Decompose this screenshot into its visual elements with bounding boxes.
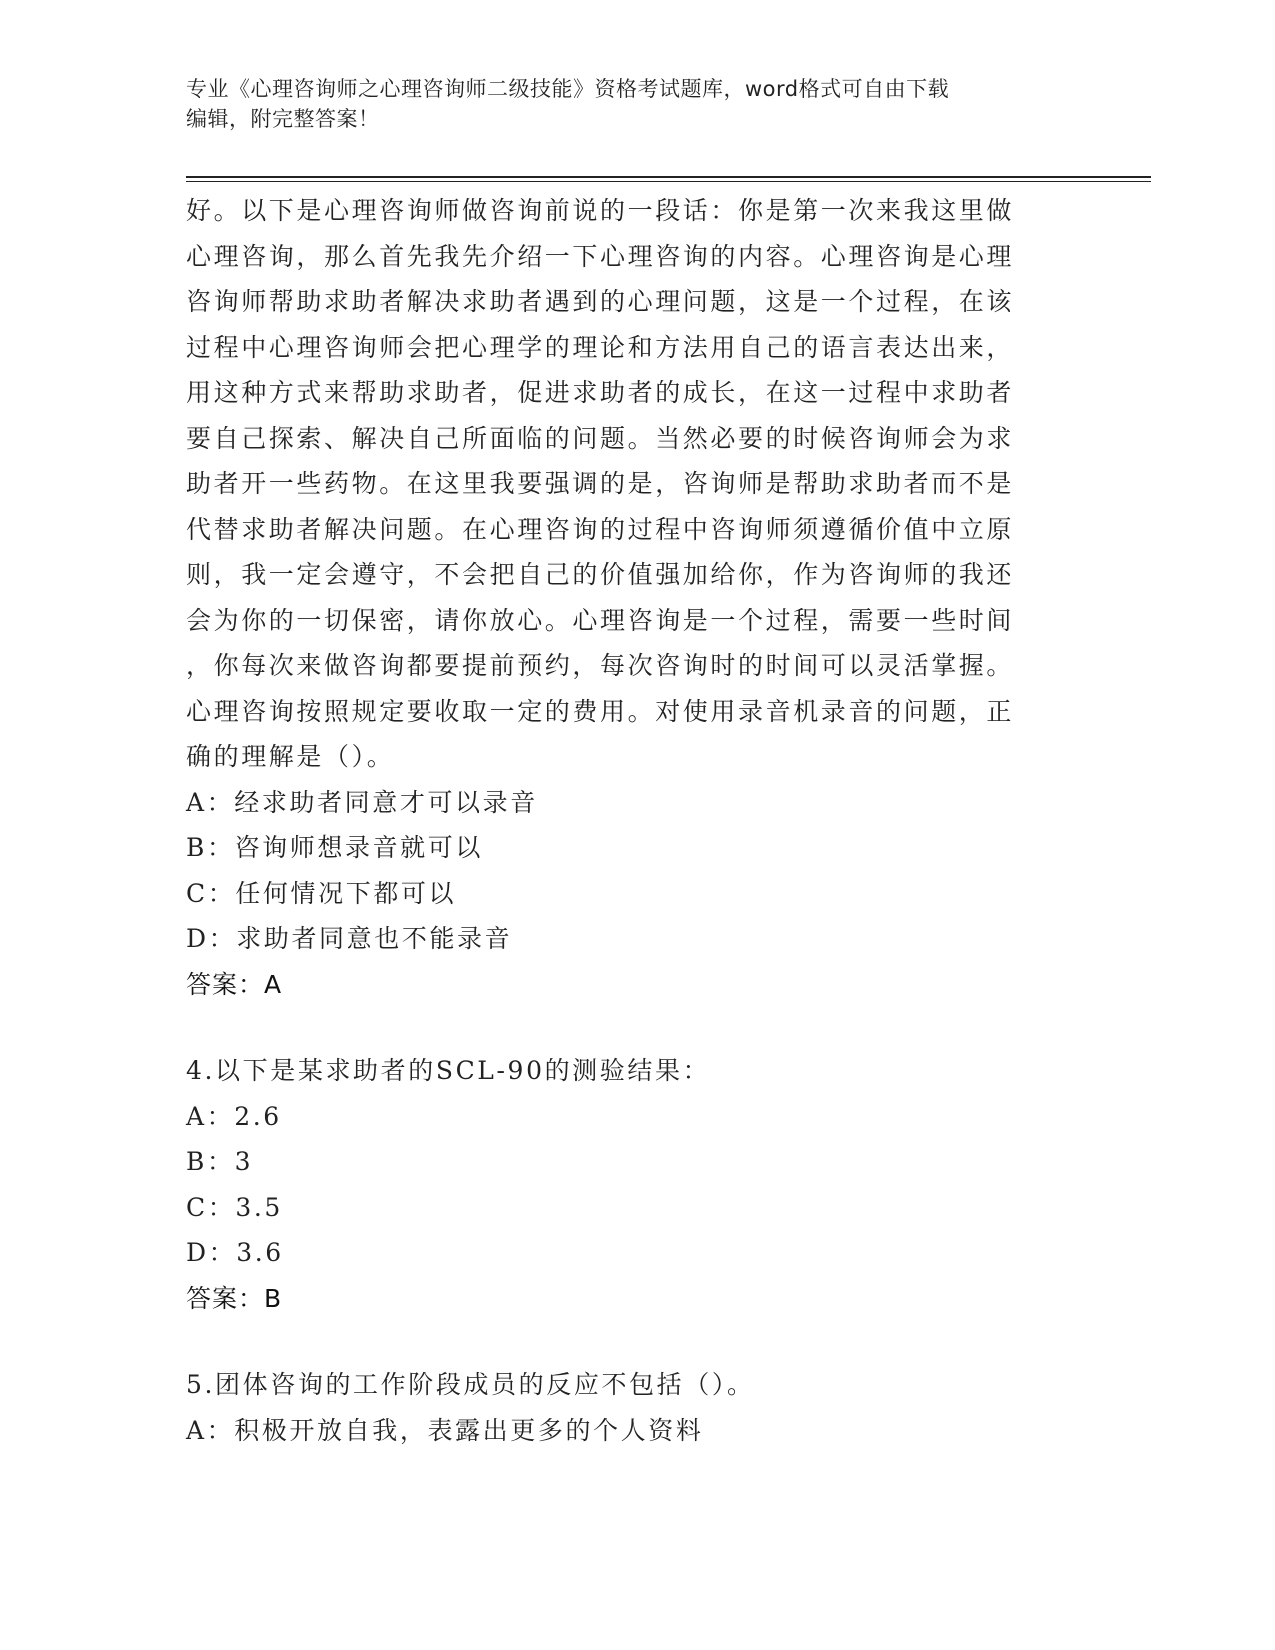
spacer [186,1007,1066,1048]
passage-line: 心理咨询按照规定要收取一定的费用。对使用录音机录音的问题，正 [186,696,1015,726]
page-header [186,74,1066,134]
document-content [186,188,1066,1453]
passage-line: 则，我一定会遵守，不会把自己的价值强加给你，作为咨询师的我还 [186,560,1015,589]
question-4-title: 4.以下是某求助者的SCL-90的测验结果： [186,1056,711,1085]
question-3-passage [186,188,1066,780]
spacer [186,1321,1066,1362]
passage-line: 助者开一些药物。在这里我要强调的是，咨询师是帮助求助者而不是 [186,469,1015,498]
question-4-option-d: D：3.6 [186,1238,284,1267]
passage-line: 心理咨询，那么首先我先介绍一下心理咨询的内容。心理咨询是心理 [186,241,1015,271]
question-3-answer: 答案：A [186,969,283,999]
header-line-1: 专业《心理咨询师之心理咨询师二级技能》资格考试题库，word格式可自由下载 [186,77,950,101]
question-3-option-c: C：任何情况下都可以 [186,878,457,908]
passage-line: 确的理解是（）。 [186,742,395,771]
question-3-option-d: D：求助者同意也不能录音 [186,924,513,953]
question-5-option-a: A：积极开放自我，表露出更多的个人资料 [186,1415,704,1445]
question-3-option-b: B：咨询师想录音就可以 [186,833,483,862]
question-4 [186,1048,1066,1321]
header-divider-thick [186,176,1151,178]
question-5-title: 5.团体咨询的工作阶段成员的反应不包括（）。 [186,1370,755,1399]
question-4-option-b: B：3 [186,1147,254,1176]
passage-line: 过程中心理咨询师会把心理学的理论和方法用自己的语言表达出来， [186,332,1015,362]
passage-line: 要自己探索、解决自己所面临的问题。当然必要的时候咨询师会为求 [186,423,1015,453]
passage-line: 会为你的一切保密，请你放心。心理咨询是一个过程，需要一些时间 [186,605,1015,635]
question-3-option-a: A：经求助者同意才可以录音 [186,787,538,817]
question-5 [186,1362,1066,1453]
question-3 [186,188,1066,1007]
passage-line: 好。以下是心理咨询师做咨询前说的一段话：你是第一次来我这里做 [186,196,1015,225]
passage-line: 咨询师帮助求助者解决求助者遇到的心理问题，这是一个过程，在该 [186,287,1015,316]
question-4-option-c: C：3.5 [186,1192,283,1222]
passage-line: ，你每次来做咨询都要提前预约，每次咨询时的时间可以灵活掌握。 [186,651,1015,680]
passage-line: 用这种方式来帮助求助者，促进求助者的成长，在这一过程中求助者 [186,378,1015,407]
header-divider-thin [186,181,1151,182]
header-line-2: 编辑，附完整答案！ [186,107,380,131]
passage-line: 代替求助者解决问题。在心理咨询的过程中咨询师须遵循价值中立原 [186,514,1015,544]
question-4-answer: 答案：B [186,1283,283,1313]
question-4-option-a: A：2.6 [186,1101,282,1131]
